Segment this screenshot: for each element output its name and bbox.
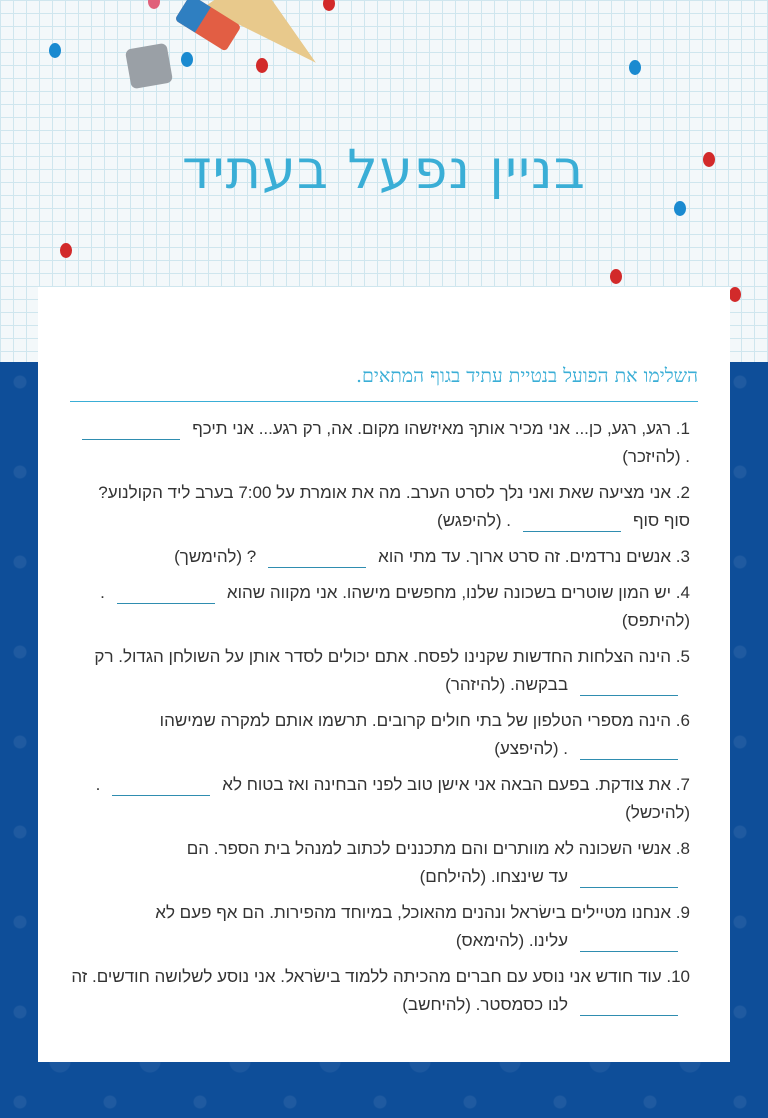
exercise-item [70,707,690,763]
answer-blank[interactable] [580,867,678,888]
dot-decoration [49,43,61,58]
exercise-item [70,543,690,571]
item-text: 7. את צודקת. בפעם הבאה אני אישן טוב לפני הבחינה ואז בטוח לא [222,775,690,794]
item-text: 10. עוד חודש אני נוסע עם חברים מהכיתה ללמוד בישׂראל. אני נוסע לשלושה חודשים. זה [71,967,690,986]
exercise-item [70,415,690,471]
exercise-item [70,479,690,535]
item-text: 5. הינה הצלחות החדשות שקנינו לפסח. אתם יכולים לסדר אותן על השולחן הגדול. רק [94,647,690,666]
item-text: 4. יש המון שוטרים בשכונה שלנו, מחפשים מישהו. אני מקווה שהוא [226,583,690,602]
answer-blank[interactable] [580,995,678,1016]
item-text: 8. אנשי השכונה לא מוותרים והם מתכננים לכתוב למנהל בית הספר. הם [186,839,690,858]
exercise-item [70,899,690,955]
item-hint: . (להיכשל) [95,775,690,822]
item-hint: עלינו. (להימאס) [455,931,568,950]
worksheet-card [38,287,730,1062]
dot-decoration [256,58,268,73]
answer-blank[interactable] [82,419,180,440]
answer-blank[interactable] [117,583,215,604]
dot-decoration [60,243,72,258]
exercise-item [70,835,690,891]
divider [70,401,698,402]
answer-blank[interactable] [580,931,678,952]
item-text: 2. אני מציעה שאת ואני נלך לסרט הערב. מה את אומרת על 7:00 בערב ליד הקולנוע? סוף סוף [98,483,690,530]
dot-decoration [729,287,741,302]
sharpener-decoration [125,43,173,90]
exercise-item [70,643,690,699]
exercise-item [70,579,690,635]
item-text: 1. רגע, רגע, כן... אני מכיר אותךָ מאיזשהו מקום. אה, רק רגע... אני תיכף [192,419,690,438]
answer-blank[interactable] [112,775,210,796]
dot-decoration [610,269,622,284]
answer-blank[interactable] [580,675,678,696]
item-hint: . (להיזכר) [622,447,690,466]
item-text: 3. אנשים נרדמים. זה סרט ארוך. עד מתי הוא [378,547,690,566]
exercise-list [70,415,690,1027]
dot-decoration [629,60,641,75]
item-hint: עד שינצחו. (להילחם) [419,867,568,886]
item-text: 6. הינה מספרי הטלפון של בתי חולים קרובים. תרשמו אותם למקרה שמישהו [159,711,690,730]
instruction-heading: השלימו את הפועל בנטיית עתיד בגוף המתאים. [356,365,698,387]
item-hint: . (להיפגש) [437,511,511,530]
answer-blank[interactable] [580,739,678,760]
item-hint: ? (להימשך) [174,547,257,566]
answer-blank[interactable] [523,511,621,532]
dot-decoration [674,201,686,216]
item-text: 9. אנחנו מטיילים בישׂראל ונהנים מהאוכל, במיוחד מהפירות. הם אף פעם לא [155,903,690,922]
item-hint: לנו כסמסטר. (להיחשב) [402,995,568,1014]
item-hint: . (להיפצע) [494,739,568,758]
item-hint: בבקשה. (להיזהר) [445,675,568,694]
item-hint: . (להיתפס) [100,583,690,630]
exercise-item [70,771,690,827]
exercise-item [70,963,690,1019]
page-title: בניין נפעל בעתיד [182,138,586,201]
dot-decoration [181,52,193,67]
answer-blank[interactable] [268,547,366,568]
